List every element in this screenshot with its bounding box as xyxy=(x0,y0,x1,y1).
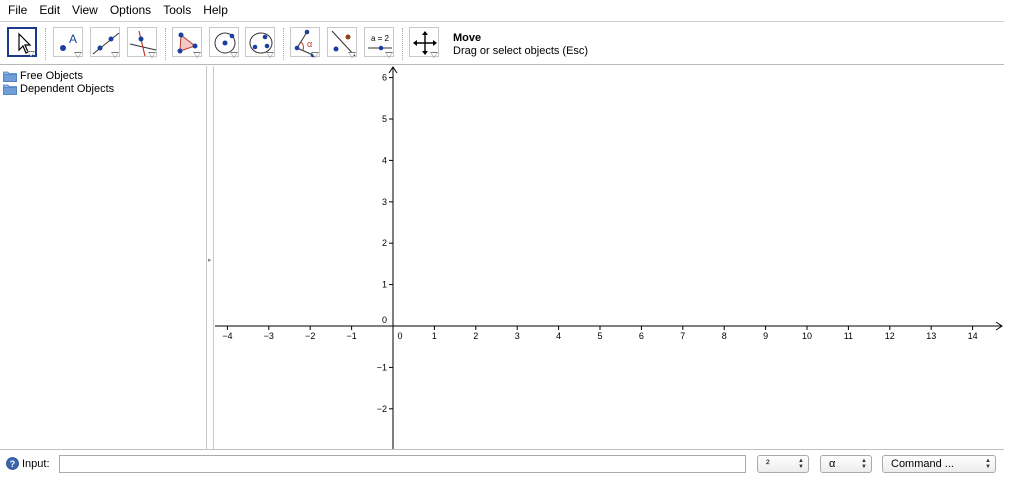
slider-tool-button[interactable] xyxy=(364,27,394,57)
tree-item-label: Free Objects xyxy=(20,69,83,82)
x-tick-label: −3 xyxy=(263,331,274,341)
x-tick-label: 3 xyxy=(514,331,520,341)
x-tick-label: −1 xyxy=(346,331,357,341)
spinner-arrows-icon: ▲ ▼ xyxy=(861,458,867,470)
menu-file[interactable]: File xyxy=(8,3,28,17)
greek-letter-select[interactable] xyxy=(820,455,872,473)
command-select[interactable] xyxy=(882,455,996,473)
x-tick-label: 14 xyxy=(967,331,978,341)
x-tick-label: 11 xyxy=(843,331,854,341)
x-tick-label: 8 xyxy=(721,331,727,341)
y-tick-label: −2 xyxy=(376,403,387,414)
svg-text:a = 2: a = 2 xyxy=(370,34,390,43)
x-tick-label: 9 xyxy=(763,331,769,341)
x-tick-label: 13 xyxy=(926,331,937,341)
x-tick-label: 10 xyxy=(801,331,813,341)
menu-options[interactable]: Options xyxy=(109,3,152,17)
toolbar xyxy=(0,21,1004,65)
y-tick-label: 4 xyxy=(381,155,387,166)
window-edge xyxy=(1004,21,1020,477)
splitter-grip-icon: ▸ xyxy=(208,257,212,264)
coordinate-axes xyxy=(215,66,1005,449)
menu-view[interactable]: View xyxy=(72,3,98,17)
help-icon[interactable] xyxy=(6,457,19,470)
y-origin-label: 0 xyxy=(381,315,387,325)
superscript-select-value: ² xyxy=(766,458,770,470)
x-tick-label: 1 xyxy=(431,331,437,341)
svg-text:?: ? xyxy=(9,459,16,469)
x-tick-label: 7 xyxy=(680,331,686,341)
tool-help-description: Drag or select objects (Esc) xyxy=(453,45,589,57)
spinner-arrows-icon: ▲ ▼ xyxy=(985,458,991,470)
menu-edit[interactable]: Edit xyxy=(39,3,61,17)
angle-tool-button[interactable] xyxy=(290,27,320,57)
command-select-value: Command ... xyxy=(891,458,954,470)
y-tick-label: −1 xyxy=(376,362,387,373)
menu-tools[interactable]: Tools xyxy=(163,3,192,17)
perpendicular-tool-button[interactable] xyxy=(127,27,157,57)
tool-help-title: Move xyxy=(453,32,482,44)
tool-help xyxy=(453,32,588,58)
x-tick-label: 0 xyxy=(397,331,403,341)
x-tick-label: −2 xyxy=(305,331,316,341)
y-tick-label: 3 xyxy=(381,196,387,207)
graphics-view[interactable] xyxy=(215,66,1005,449)
y-tick-label: 1 xyxy=(381,279,387,290)
svg-text:A: A xyxy=(69,32,78,46)
tree-item-dependent-objects[interactable] xyxy=(3,82,114,95)
input-bar xyxy=(0,449,1004,477)
y-tick-label: 2 xyxy=(381,238,387,249)
x-tick-label: 12 xyxy=(884,331,895,341)
input-field[interactable] xyxy=(59,455,746,473)
point-tool-button[interactable] xyxy=(53,27,83,57)
x-tick-label: 6 xyxy=(638,331,644,341)
folder-icon xyxy=(3,70,17,82)
svg-text:α: α xyxy=(307,39,313,49)
menu-help[interactable]: Help xyxy=(203,3,228,17)
reflect-tool-button[interactable] xyxy=(327,27,357,57)
conic-tool-button[interactable] xyxy=(245,27,275,57)
circle-tool-button[interactable] xyxy=(209,27,239,57)
greek-letter-select-value: α xyxy=(829,458,836,470)
x-tick-label: 2 xyxy=(473,331,479,341)
x-tick-label: 4 xyxy=(556,331,562,341)
tree-item-free-objects[interactable] xyxy=(3,69,83,82)
input-label: Input: xyxy=(22,458,50,470)
move-graphics-tool-button[interactable] xyxy=(409,27,439,57)
view-splitter[interactable] xyxy=(206,66,214,449)
algebra-view xyxy=(0,66,206,449)
spinner-arrows-icon: ▲ ▼ xyxy=(798,458,804,470)
superscript-select[interactable] xyxy=(757,455,809,473)
y-tick-label: 5 xyxy=(381,114,387,124)
line-tool-button[interactable] xyxy=(90,27,120,57)
y-tick-label: 6 xyxy=(381,72,387,83)
menu-bar xyxy=(0,0,1020,21)
x-tick-label: 5 xyxy=(597,331,603,341)
x-tick-label: −4 xyxy=(222,331,233,341)
folder-icon xyxy=(3,83,17,95)
move-tool-button[interactable] xyxy=(7,27,37,57)
tree-item-label: Dependent Objects xyxy=(20,82,115,95)
polygon-tool-button[interactable] xyxy=(172,27,202,57)
